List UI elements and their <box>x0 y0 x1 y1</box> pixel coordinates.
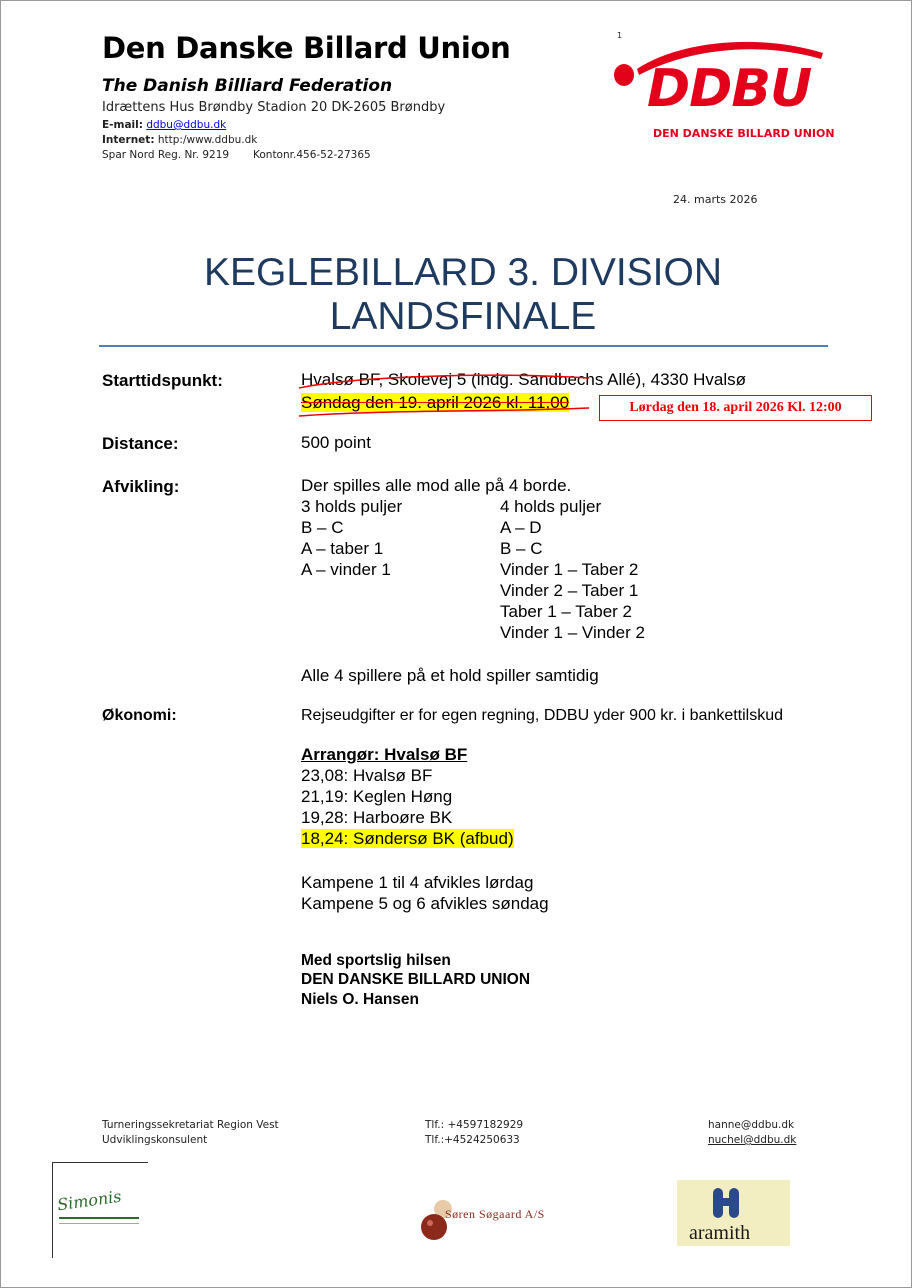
schedule-saturday: Kampene 1 til 4 afvikles lørdag <box>301 873 534 892</box>
sponsor-aramith-logo <box>677 1180 790 1246</box>
pool3-column <box>301 496 402 580</box>
schedule-sunday: Kampene 5 og 6 afvikles søndag <box>301 894 549 913</box>
pool4-match: Taber 1 – Taber 2 <box>500 602 632 621</box>
pool3-header: 3 holds puljer <box>301 497 403 516</box>
bank-reg: Spar Nord Reg. Nr. 9219 <box>102 149 230 161</box>
ddbu-logo-text: DDBU <box>647 59 812 119</box>
team-item: 21,19: Keglen Høng <box>301 787 453 806</box>
pool3-match: A – taber 1 <box>301 539 384 558</box>
pool4-match: A – D <box>500 518 542 537</box>
footer-role-1: Turneringssekretariat Region Vest <box>102 1119 279 1131</box>
arranger-heading: Arrangør: Hvalsø BF <box>301 745 468 764</box>
simonis-logo-line <box>59 1217 139 1219</box>
simonis-logo-text: Simonis <box>55 1186 123 1215</box>
page-title: KEGLEBILLARD 3. DIVISION <box>203 251 723 294</box>
start-label: Starttidspunkt: <box>102 371 223 390</box>
org-subtitle: The Danish Billiard Federation <box>102 76 393 96</box>
org-name: Den Danske Billard Union <box>102 31 511 65</box>
sogaard-logo-text: Søren Søgaard A/S <box>445 1207 545 1221</box>
team-item: 19,28: Harboøre BK <box>301 808 453 827</box>
org-address: Idrættens Hus Brøndby Stadion 20 DK-2605 Brøndby <box>102 100 446 115</box>
pool3-match: A – vinder 1 <box>301 560 391 579</box>
okonomi-text: Rejseudgifter er for egen regning, DDBU yder 900 kr. i bankettilskud <box>301 707 784 724</box>
signature-name: Niels O. Hansen <box>301 991 420 1008</box>
pool4-match: Vinder 1 – Vinder 2 <box>500 623 645 642</box>
internet-value: http:/www.ddbu.dk <box>157 134 258 146</box>
strike-scribble-icon <box>297 368 597 420</box>
pool4-match: Vinder 2 – Taber 1 <box>500 581 639 600</box>
footer-phone-1: Tlf.: +4597182929 <box>425 1119 524 1131</box>
internet-label: Internet: <box>102 134 155 146</box>
document-date: 24. marts 2026 <box>673 193 758 206</box>
pool3-match: B – C <box>301 518 344 537</box>
afvikling-note: Alle 4 spillere på et hold spiller samtidig <box>301 666 599 685</box>
aramith-logo-text: aramith <box>689 1222 751 1244</box>
email-line <box>102 119 226 131</box>
ddbu-logo <box>609 35 835 145</box>
footer-email-1: hanne@ddbu.dk <box>708 1119 795 1131</box>
bank-account: Kontonr.456-52-27365 <box>253 149 371 161</box>
signature-greeting: Med sportslig hilsen <box>301 952 451 969</box>
start-venue: Hvalsø BF, Skolevej 5 (indg. Sandbechs Allé), 4330 Hvalsø <box>301 370 747 389</box>
simonis-logo-line <box>59 1223 139 1224</box>
footer-email-2[interactable]: nuchel@ddbu.dk <box>708 1134 797 1146</box>
distance-label: Distance: <box>102 434 179 453</box>
footer-role-2: Udviklingskonsulent <box>102 1134 208 1146</box>
arranger-list <box>301 765 514 849</box>
title-rule <box>99 345 828 347</box>
aramith-mark-icon <box>707 1184 747 1222</box>
new-time-box: Lørdag den 18. april 2026 Kl. 12:00 <box>599 395 872 421</box>
ddbu-logo-subtext: DEN DANSKE BILLARD UNION <box>653 127 835 140</box>
team-item: 23,08: Hvalsø BF <box>301 766 433 785</box>
afvikling-intro: Der spilles alle mod alle på 4 borde. <box>301 476 572 495</box>
old-time: Søndag den 19. april 2026 kl. 11,00 <box>301 393 570 412</box>
email-label: E-mail: <box>102 119 143 131</box>
page-subtitle: LANDSFINALE <box>329 295 597 338</box>
afvikling-label: Afvikling: <box>102 477 180 496</box>
team-item-cancelled: 18,24: Søndersø BK (afbud) <box>301 829 514 848</box>
old-time-wrap <box>301 392 569 413</box>
pool4-match: Vinder 1 – Taber 2 <box>500 560 639 579</box>
internet-line <box>102 134 257 146</box>
signature-org: DEN DANSKE BILLARD UNION <box>301 971 531 988</box>
sponsor-simonis-logo <box>52 1162 148 1258</box>
pool4-header: 4 holds puljer <box>500 497 602 516</box>
pool4-column <box>500 496 645 643</box>
distance-value: 500 point <box>301 433 371 452</box>
pool4-match: B – C <box>500 539 543 558</box>
page-mark: 1 <box>617 31 623 40</box>
sponsor-sogaard-logo <box>419 1197 579 1243</box>
okonomi-label: Økonomi: <box>102 707 177 724</box>
email-link[interactable]: ddbu@ddbu.dk <box>146 119 227 131</box>
footer-phone-2: Tlf.:+4524250633 <box>425 1134 520 1146</box>
